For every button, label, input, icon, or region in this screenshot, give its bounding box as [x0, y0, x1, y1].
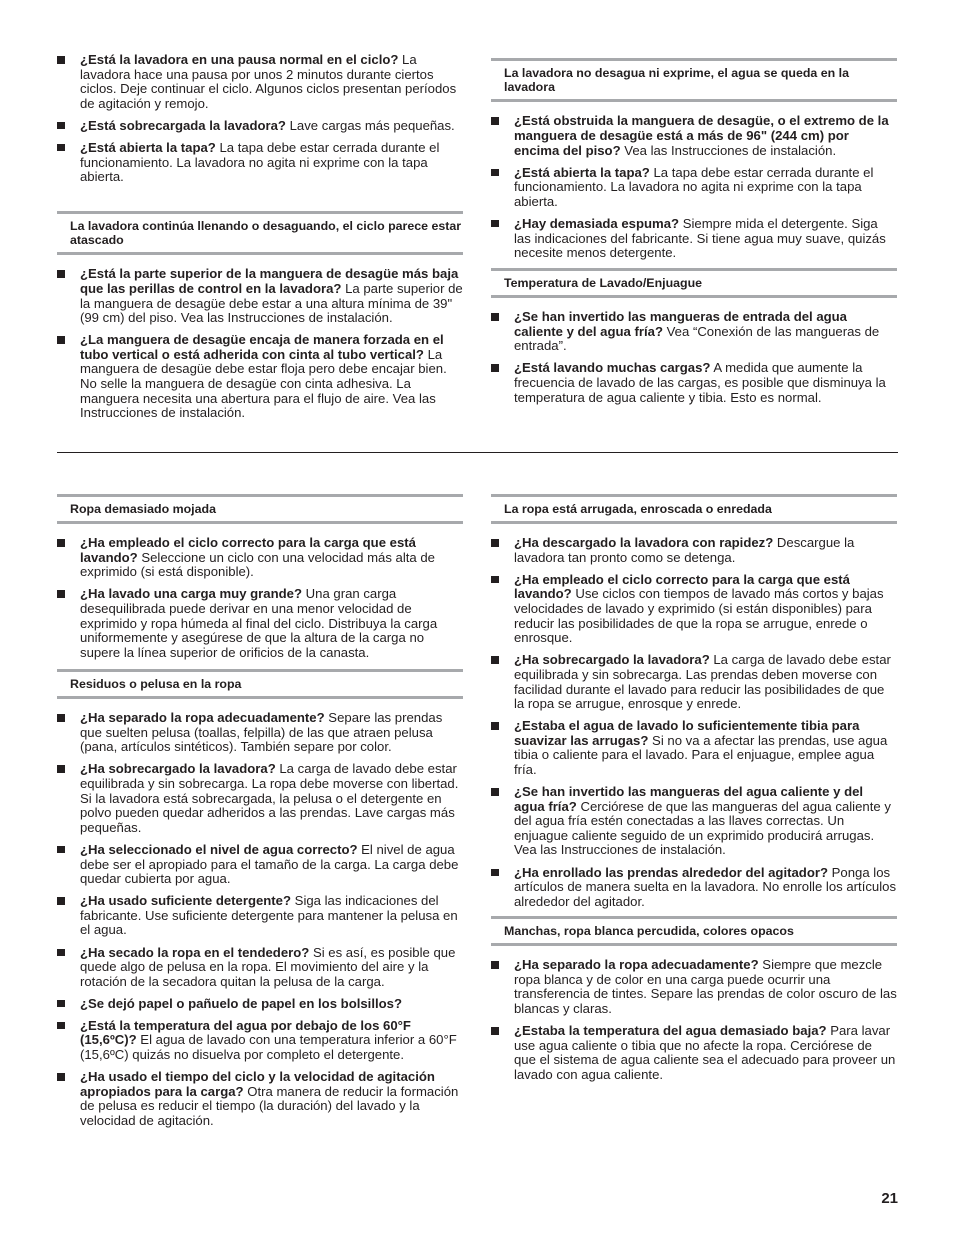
bullet-icon: [57, 1073, 65, 1081]
list-item: ¿Ha separado la ropa adecuadamente? Separe las prendas que suelten pelusa (toallas, felpilla) de las que atraen pelusa (pana, artículos sintéticos). También separe por color.: [57, 711, 463, 755]
section-heading: Temperatura de Lavado/Enjuague: [491, 268, 897, 298]
bullet-icon: [491, 313, 499, 321]
section-no-drain: [491, 58, 897, 268]
list-item: ¿Está sobrecargada la lavadora? Lave cargas más pequeñas.: [57, 119, 463, 134]
left-top-list: [57, 53, 463, 192]
bullet-icon: [57, 144, 65, 152]
list-item: ¿Está lavando muchas cargas? A medida que aumente la frecuencia de lavado de las cargas, es posible que disminuya la temperatura de agua caliente y tibia. Esto es normal.: [491, 361, 897, 405]
section-continues-filling: [57, 211, 463, 428]
bullet-icon: [491, 117, 499, 125]
bullet-icon: [57, 122, 65, 130]
bullet-icon: [57, 897, 65, 905]
list-item: ¿Se han invertido las mangueras del agua caliente y del agua fría? Cerciórese de que las mangueras del agua caliente y del agua fría estén conectadas a las llaves correctas. Un enjuague caliente seguido de un exprimido producirá arrugas. Vea las Instrucciones de instalación.: [491, 785, 897, 858]
list-item: ¿Ha sobrecargado la lavadora? La carga de lavado debe estar equilibrada y sin sobrecarga. La ropa debe moverse con libertad. Si la lavadora está sobrecargada, la pelusa o el detergente en polvo pueden quedar adheridos a las prendas. Lave cargas más pequeñas.: [57, 762, 463, 835]
bullet-icon: [491, 788, 499, 796]
bullet-icon: [57, 765, 65, 773]
bullet-icon: [57, 1022, 65, 1030]
list-item: ¿Se dejó papel o pañuelo de papel en los bolsillos?: [57, 997, 463, 1012]
section-heading: La lavadora continúa llenando o desaguando, el ciclo parece estar atascado: [57, 211, 463, 255]
bullet-icon: [57, 270, 65, 278]
list-item: ¿Ha secado la ropa en el tendedero? Si es así, es posible que quede algo de pelusa en la ropa. El movimiento del aire y la rotación de la secadora quitan la pelusa de la carga.: [57, 946, 463, 990]
list-item: ¿Ha empleado el ciclo correcto para la carga que está lavando? Use ciclos con tiempos de lavado más cortos y bajas velocidades de lavado y exprimido (si están disponibles) para reducir las posibilidades de que la ropa se arrugue, enrede o enrosque.: [491, 573, 897, 646]
bullet-icon: [491, 576, 499, 584]
section-stains: [491, 916, 897, 1090]
bullet-icon: [57, 56, 65, 64]
list-item: ¿Ha usado el tiempo del ciclo y la velocidad de agitación apropiados para la carga? Otra manera de reducir la formación de pelusa es reducir el tiempo (la duración) del lavado y la velocidad de agitación.: [57, 1070, 463, 1128]
bullet-icon: [491, 656, 499, 664]
list-item: ¿Está la parte superior de la manguera de desagüe más baja que las perillas de control en la lavadora? La parte superior de la manguera de desagüe debe estar a una altura mínima de 39" (99 cm) del piso. Vea las Instrucciones de instalación.: [57, 267, 463, 325]
section-too-wet: [57, 494, 463, 668]
bullet-icon: [491, 869, 499, 877]
list-item: ¿Ha descargado la lavadora con rapidez? Descargue la lavadora tan pronto como se detenga.: [491, 536, 897, 565]
section-temperature: [491, 268, 897, 413]
bullet-icon: [57, 1000, 65, 1008]
section-heading: Manchas, ropa blanca percudida, colores opacos: [491, 916, 897, 946]
bullet-icon: [57, 590, 65, 598]
list-item: ¿Ha separado la ropa adecuadamente? Siempre que mezcle ropa blanca y de color en una carga puede ocurrir una transferencia de tintes. Separe las prendas de color oscuro de las blancas y claras.: [491, 958, 897, 1016]
bullet-icon: [491, 722, 499, 730]
bullet-icon: [491, 1027, 499, 1035]
page-number: 21: [881, 1190, 898, 1207]
bullet-icon: [491, 220, 499, 228]
list-item: ¿Estaba la temperatura del agua demasiado baja? Para lavar use agua caliente o tibia que no afecte la ropa. Cerciórese de que el sistema de agua caliente sea el adecuado para proveer un lavado con agua caliente.: [491, 1024, 897, 1082]
list-item: ¿Ha seleccionado el nivel de agua correcto? El nivel de agua debe ser el apropiado para el tamaño de la carga. La carga debe quedar cubierta por agua.: [57, 843, 463, 887]
bullet-icon: [57, 846, 65, 854]
bullet-icon: [491, 539, 499, 547]
bullet-icon: [57, 336, 65, 344]
bullet-icon: [57, 539, 65, 547]
list-item: ¿Hay demasiada espuma? Siempre mida el detergente. Siga las indicaciones del fabricante. Si tiene agua muy suave, quizás necesite menos detergente.: [491, 217, 897, 261]
section-wrinkled: [491, 494, 897, 917]
list-item: ¿Está obstruida la manguera de desagüe, o el extremo de la manguera de desagüe está a más de 96" (244 cm) por encima del piso? Vea las Instrucciones de instalación.: [491, 114, 897, 158]
section-heading: Residuos o pelusa en la ropa: [57, 669, 463, 699]
list-item: ¿Estaba el agua de lavado lo suficientemente tibia para suavizar las arrugas? Si no va a afectar las prendas, use agua tibia o caliente para el lavado. Para el enjuague, emplee agua fría.: [491, 719, 897, 777]
bullet-icon: [57, 714, 65, 722]
list-item: ¿Ha empleado el ciclo correcto para la carga que está lavando? Seleccione un ciclo con una velocidad más alta de exprimido (si está disponible).: [57, 536, 463, 580]
bullet-icon: [57, 949, 65, 957]
list-item: ¿Ha enrollado las prendas alrededor del agitador? Ponga los artículos de manera suelta en la lavadora. No enrolle los artículos alrededor del agitador.: [491, 866, 897, 910]
horizontal-divider: [57, 452, 898, 453]
bullet-icon: [491, 961, 499, 969]
list-item: ¿La manguera de desagüe encaja de manera forzada en el tubo vertical o está adherida con cinta al tubo vertical? La manguera de desagüe debe estar floja pero debe encajar bien. No selle la manguera de desagüe con cinta adhesiva. La manguera necesita una abertura para el flujo de aire. Vea las Instrucciones de instalación.: [57, 333, 463, 421]
bullet-icon: [491, 169, 499, 177]
list-item: ¿Está abierta la tapa? La tapa debe estar cerrada durante el funcionamiento. La lavadora no agita ni exprime con la tapa abierta.: [57, 141, 463, 185]
section-heading: La lavadora no desagua ni exprime, el agua se queda en la lavadora: [491, 58, 897, 102]
bullet-icon: [491, 364, 499, 372]
section-lint: [57, 669, 463, 1136]
list-item: ¿Ha lavado una carga muy grande? Una gran carga desequilibrada puede derivar en una menor velocidad de exprimido y ropa húmeda al final del ciclo. Distribuya la carga uniformemente y asegúrese de que la altura de la carga no supere la línea superior de orificios de la canasta.: [57, 587, 463, 660]
section-heading: Ropa demasiado mojada: [57, 494, 463, 524]
list-item: ¿Está abierta la tapa? La tapa debe estar cerrada durante el funcionamiento. La lavadora no agita ni exprime con la tapa abierta.: [491, 166, 897, 210]
list-item: ¿Está la lavadora en una pausa normal en el ciclo? La lavadora hace una pausa por unos 2 minutos durante ciertos ciclos. Deje continuar el ciclo. Algunos ciclos presentan períodos de agitación y remojo.: [57, 53, 463, 111]
list-item: ¿Se han invertido las mangueras de entrada del agua caliente y del agua fría? Vea “Conexión de las mangueras de entrada”.: [491, 310, 897, 354]
section-heading: La ropa está arrugada, enroscada o enredada: [491, 494, 897, 524]
list-item: ¿Está la temperatura del agua por debajo de los 60°F (15,6ºC)? El agua de lavado con una temperatura inferior a 60°F (15,6ºC) quizás no disuelva por completo el detergente.: [57, 1019, 463, 1063]
list-item: ¿Ha sobrecargado la lavadora? La carga de lavado debe estar equilibrada y sin sobrecarga. Las prendas deben moverse con facilidad durante el lavado para reducir las posibilidades de que la ropa se arrugue, enrosque y enrede.: [491, 653, 897, 711]
list-item: ¿Ha usado suficiente detergente? Siga las indicaciones del fabricante. Use suficiente detergente para mantener la pelusa en el agua.: [57, 894, 463, 938]
